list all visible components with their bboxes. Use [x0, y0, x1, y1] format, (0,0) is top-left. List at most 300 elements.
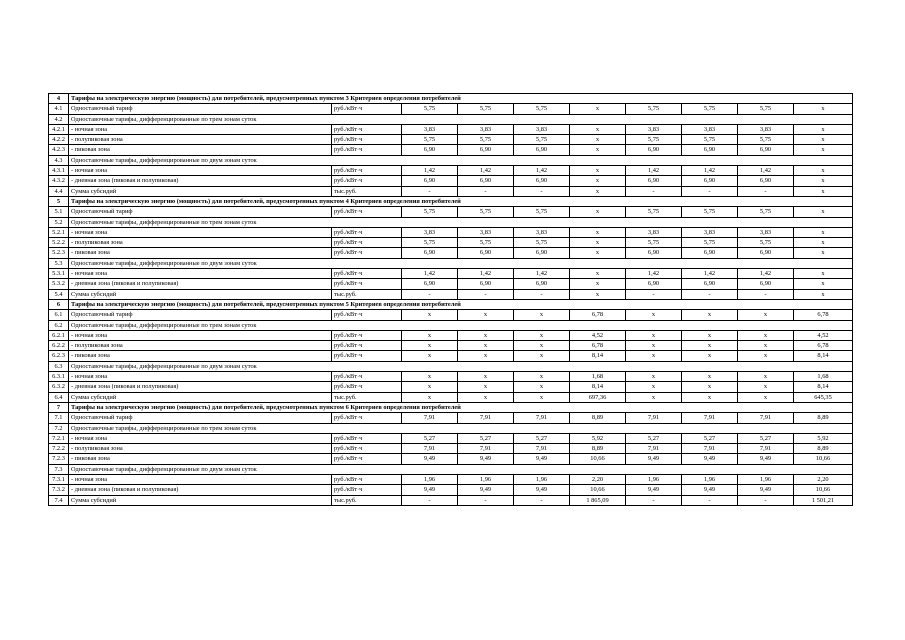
- value-cell: 1,42: [402, 269, 458, 279]
- row-unit: руб./кВт·ч: [332, 124, 402, 134]
- value-cell: 8,89: [794, 444, 853, 454]
- value-cell: -: [738, 186, 794, 196]
- subsection-row: [49, 320, 853, 330]
- row-number: 7.1: [49, 413, 69, 423]
- value-cell: 6,90: [514, 176, 570, 186]
- value-cell: 7,91: [514, 444, 570, 454]
- row-unit: руб./кВт·ч: [332, 227, 402, 237]
- value-cell: x: [626, 330, 682, 340]
- value-cell: x: [626, 341, 682, 351]
- value-cell: 1,68: [794, 372, 853, 382]
- value-cell: x: [738, 382, 794, 392]
- section-title: Тарифы на электрическую энергию (мощность) для потребителей, предусмотренных пунктом 5 Критериев определения потребителей: [69, 299, 853, 309]
- value-cell: 5,75: [514, 135, 570, 145]
- row-number: 6.2.1: [49, 330, 69, 340]
- table-row: [49, 351, 853, 361]
- value-cell: 5,75: [626, 104, 682, 114]
- value-cell: 2,20: [570, 474, 626, 484]
- row-name: - ночная зона: [69, 124, 332, 134]
- value-cell: 3,83: [514, 227, 570, 237]
- row-unit: тыс.руб.: [332, 186, 402, 196]
- value-cell: -: [458, 495, 514, 505]
- row-name: - полупиковая зона: [69, 135, 332, 145]
- row-unit: руб./кВт·ч: [332, 444, 402, 454]
- subsection-title: Одноставочные тарифы, дифференцированные по двум зонам суток: [69, 258, 853, 268]
- value-cell: 5,75: [458, 135, 514, 145]
- value-cell: 4,52: [794, 330, 853, 340]
- row-unit: руб./кВт·ч: [332, 104, 402, 114]
- row-number: 5.4: [49, 289, 69, 299]
- value-cell: x: [794, 145, 853, 155]
- value-cell: 5,75: [402, 207, 458, 217]
- row-number: 7.2: [49, 423, 69, 433]
- section-title: Тарифы на электрическую энергию (мощность) для потребителей, предусмотренных пунктом 4 Критериев определения потребителей: [69, 196, 853, 206]
- table-row: [49, 269, 853, 279]
- table-row: [49, 454, 853, 464]
- value-cell: 7,91: [458, 444, 514, 454]
- value-cell: 6,90: [682, 145, 738, 155]
- value-cell: 5,75: [738, 207, 794, 217]
- subsection-title: Одноставочные тарифы, дифференцированные по трем зонам суток: [69, 423, 853, 433]
- value-cell: 3,83: [402, 227, 458, 237]
- value-cell: 10,66: [570, 454, 626, 464]
- value-cell: -: [682, 186, 738, 196]
- value-cell: 5,75: [458, 104, 514, 114]
- table-row: [49, 372, 853, 382]
- row-number: 5.2.2: [49, 238, 69, 248]
- value-cell: 6,90: [514, 145, 570, 155]
- value-cell: 6,90: [514, 248, 570, 258]
- value-cell: 9,49: [514, 485, 570, 495]
- value-cell: 6,90: [682, 279, 738, 289]
- table-row: [49, 433, 853, 443]
- value-cell: 3,83: [626, 124, 682, 134]
- row-unit: руб./кВт·ч: [332, 279, 402, 289]
- value-cell: 7,91: [514, 413, 570, 423]
- value-cell: 1,96: [738, 474, 794, 484]
- subsection-row: [49, 361, 853, 371]
- value-cell: 7,91: [738, 444, 794, 454]
- row-unit: руб./кВт·ч: [332, 166, 402, 176]
- value-cell: -: [402, 495, 458, 505]
- value-cell: x: [570, 238, 626, 248]
- row-name: - полупиковая зона: [69, 341, 332, 351]
- value-cell: 6,90: [626, 145, 682, 155]
- table-row: [49, 485, 853, 495]
- row-number: 7.2.3: [49, 454, 69, 464]
- section-title: Тарифы на электрическую энергию (мощность) для потребителей, предусмотренных пунктом 3 Критериев определения потребителей: [69, 94, 853, 104]
- value-cell: 3,83: [514, 124, 570, 134]
- value-cell: 6,90: [738, 279, 794, 289]
- tariff-document-page: [48, 93, 852, 506]
- value-cell: 3,83: [738, 227, 794, 237]
- section-header-row: [49, 402, 853, 412]
- value-cell: 1,42: [682, 166, 738, 176]
- row-unit: тыс.руб.: [332, 289, 402, 299]
- value-cell: 6,78: [570, 341, 626, 351]
- value-cell: x: [794, 227, 853, 237]
- value-cell: 8,89: [570, 444, 626, 454]
- value-cell: x: [626, 382, 682, 392]
- value-cell: 1,42: [738, 166, 794, 176]
- subsection-row: [49, 155, 853, 165]
- value-cell: 1,42: [514, 269, 570, 279]
- row-number: 7.3: [49, 464, 69, 474]
- row-name: - дневная зона (пиковая и полупиковая): [69, 279, 332, 289]
- value-cell: x: [738, 341, 794, 351]
- value-cell: x: [402, 330, 458, 340]
- row-name: Одноставочный тариф: [69, 207, 332, 217]
- value-cell: 5,92: [570, 433, 626, 443]
- row-name: - ночная зона: [69, 227, 332, 237]
- row-number: 4.2: [49, 114, 69, 124]
- row-name: - ночная зона: [69, 269, 332, 279]
- value-cell: 9,49: [626, 485, 682, 495]
- value-cell: x: [514, 372, 570, 382]
- value-cell: x: [402, 310, 458, 320]
- value-cell: x: [570, 145, 626, 155]
- subsection-title: Одноставочные тарифы, дифференцированные по трем зонам суток: [69, 114, 853, 124]
- row-unit: руб./кВт·ч: [332, 474, 402, 484]
- table-row: [49, 330, 853, 340]
- value-cell: 5,27: [458, 433, 514, 443]
- value-cell: x: [570, 207, 626, 217]
- value-cell: 645,35: [794, 392, 853, 402]
- value-cell: 5,75: [682, 238, 738, 248]
- row-unit: тыс.руб.: [332, 495, 402, 505]
- value-cell: x: [402, 372, 458, 382]
- row-number: 5.2: [49, 217, 69, 227]
- value-cell: x: [794, 289, 853, 299]
- row-number: 4.4: [49, 186, 69, 196]
- row-number: 6.3: [49, 361, 69, 371]
- value-cell: 7,91: [626, 413, 682, 423]
- value-cell: x: [402, 392, 458, 402]
- value-cell: -: [626, 186, 682, 196]
- row-number: 6.2.2: [49, 341, 69, 351]
- value-cell: x: [794, 104, 853, 114]
- row-unit: руб./кВт·ч: [332, 135, 402, 145]
- value-cell: x: [458, 351, 514, 361]
- value-cell: -: [402, 186, 458, 196]
- row-unit: руб./кВт·ч: [332, 341, 402, 351]
- row-name: - дневная зона (пиковая и полупиковая): [69, 176, 332, 186]
- value-cell: -: [626, 289, 682, 299]
- value-cell: 6,90: [626, 248, 682, 258]
- value-cell: 9,49: [514, 454, 570, 464]
- table-row: [49, 124, 853, 134]
- value-cell: x: [458, 392, 514, 402]
- value-cell: 1,68: [570, 372, 626, 382]
- value-cell: -: [514, 289, 570, 299]
- value-cell: 6,78: [794, 341, 853, 351]
- table-row: [49, 135, 853, 145]
- table-row: [49, 145, 853, 155]
- value-cell: 5,75: [738, 104, 794, 114]
- table-row: [49, 310, 853, 320]
- value-cell: 5,75: [458, 238, 514, 248]
- value-cell: 6,90: [626, 176, 682, 186]
- value-cell: -: [682, 289, 738, 299]
- value-cell: x: [402, 351, 458, 361]
- row-number: 4.1: [49, 104, 69, 114]
- value-cell: x: [458, 372, 514, 382]
- row-number: 6.2.3: [49, 351, 69, 361]
- row-name: - дневная зона (пиковая и полупиковая): [69, 485, 332, 495]
- value-cell: x: [738, 372, 794, 382]
- value-cell: x: [794, 135, 853, 145]
- value-cell: x: [794, 124, 853, 134]
- value-cell: 1,42: [738, 269, 794, 279]
- value-cell: 5,75: [514, 104, 570, 114]
- value-cell: 7,91: [682, 444, 738, 454]
- value-cell: 5,75: [626, 135, 682, 145]
- value-cell: 7,91: [458, 413, 514, 423]
- row-unit: руб./кВт·ч: [332, 145, 402, 155]
- value-cell: x: [570, 104, 626, 114]
- subsection-title: Одноставочные тарифы, дифференцированные по трем зонам суток: [69, 320, 853, 330]
- row-name: - ночная зона: [69, 433, 332, 443]
- value-cell: 1,96: [514, 474, 570, 484]
- value-cell: 6,90: [682, 248, 738, 258]
- row-number: 6.4: [49, 392, 69, 402]
- value-cell: x: [682, 351, 738, 361]
- value-cell: x: [794, 279, 853, 289]
- table-row: [49, 413, 853, 423]
- row-number: 5.3.1: [49, 269, 69, 279]
- value-cell: 4,52: [570, 330, 626, 340]
- value-cell: x: [514, 351, 570, 361]
- value-cell: 5,92: [794, 433, 853, 443]
- value-cell: -: [626, 495, 682, 505]
- row-name: - пиковая зона: [69, 351, 332, 361]
- row-unit: тыс.руб.: [332, 392, 402, 402]
- section-number: 7: [49, 402, 69, 412]
- value-cell: 1 865,09: [570, 495, 626, 505]
- value-cell: 10,66: [794, 485, 853, 495]
- value-cell: 9,49: [402, 454, 458, 464]
- value-cell: x: [514, 392, 570, 402]
- table-row: [49, 166, 853, 176]
- table-row: [49, 176, 853, 186]
- value-cell: 9,49: [458, 485, 514, 495]
- row-name: - ночная зона: [69, 372, 332, 382]
- row-name: Сумма субсидий: [69, 289, 332, 299]
- table-row: [49, 382, 853, 392]
- value-cell: 8,89: [794, 413, 853, 423]
- value-cell: x: [570, 176, 626, 186]
- row-name: - полупиковая зона: [69, 238, 332, 248]
- value-cell: x: [794, 186, 853, 196]
- value-cell: 5,27: [682, 433, 738, 443]
- row-unit: руб./кВт·ч: [332, 454, 402, 464]
- section-title: Тарифы на электрическую энергию (мощность) для потребителей, предусмотренных пунктом 6 Критериев определения потребителей: [69, 402, 853, 412]
- value-cell: 1 501,21: [794, 495, 853, 505]
- value-cell: 697,36: [570, 392, 626, 402]
- value-cell: 6,90: [458, 279, 514, 289]
- value-cell: 5,75: [626, 207, 682, 217]
- value-cell: 6,90: [458, 145, 514, 155]
- value-cell: 1,42: [626, 166, 682, 176]
- value-cell: x: [738, 330, 794, 340]
- row-number: 4.2.3: [49, 145, 69, 155]
- row-name: - полупиковая зона: [69, 444, 332, 454]
- value-cell: 5,75: [682, 135, 738, 145]
- value-cell: 6,90: [682, 176, 738, 186]
- value-cell: x: [794, 176, 853, 186]
- value-cell: 6,90: [514, 279, 570, 289]
- value-cell: x: [514, 341, 570, 351]
- value-cell: 3,83: [682, 124, 738, 134]
- value-cell: x: [458, 382, 514, 392]
- value-cell: x: [570, 135, 626, 145]
- value-cell: 1,96: [682, 474, 738, 484]
- value-cell: x: [682, 392, 738, 402]
- value-cell: x: [626, 310, 682, 320]
- row-number: 6.2: [49, 320, 69, 330]
- value-cell: x: [794, 166, 853, 176]
- row-number: 5.2.1: [49, 227, 69, 237]
- row-unit: руб./кВт·ч: [332, 330, 402, 340]
- value-cell: 5,75: [514, 207, 570, 217]
- value-cell: x: [514, 382, 570, 392]
- row-name: - ночная зона: [69, 474, 332, 484]
- subsection-title: Одноставочные тарифы, дифференцированные по двум зонам суток: [69, 361, 853, 371]
- value-cell: 6,90: [402, 279, 458, 289]
- section-header-row: [49, 299, 853, 309]
- value-cell: 9,49: [458, 454, 514, 464]
- value-cell: x: [402, 341, 458, 351]
- value-cell: 5,75: [738, 238, 794, 248]
- value-cell: 9,49: [682, 454, 738, 464]
- value-cell: 5,75: [682, 104, 738, 114]
- table-row: [49, 444, 853, 454]
- value-cell: x: [794, 207, 853, 217]
- row-number: 7.2.2: [49, 444, 69, 454]
- row-name: Одноставочный тариф: [69, 413, 332, 423]
- value-cell: 6,90: [458, 248, 514, 258]
- value-cell: x: [570, 124, 626, 134]
- row-name: - пиковая зона: [69, 248, 332, 258]
- subsection-title: Одноставочные тарифы, дифференцированные по двум зонам суток: [69, 464, 853, 474]
- row-unit: руб./кВт·ч: [332, 238, 402, 248]
- value-cell: x: [402, 382, 458, 392]
- tariff-table: [48, 93, 853, 506]
- value-cell: x: [570, 186, 626, 196]
- row-name: - ночная зона: [69, 166, 332, 176]
- row-name: Одноставочный тариф: [69, 310, 332, 320]
- value-cell: x: [794, 248, 853, 258]
- value-cell: x: [458, 341, 514, 351]
- value-cell: -: [458, 289, 514, 299]
- table-row: [49, 495, 853, 505]
- value-cell: 1,96: [626, 474, 682, 484]
- value-cell: 9,49: [738, 454, 794, 464]
- subsection-row: [49, 258, 853, 268]
- value-cell: 5,75: [738, 135, 794, 145]
- value-cell: x: [794, 269, 853, 279]
- value-cell: 1,42: [626, 269, 682, 279]
- value-cell: x: [682, 310, 738, 320]
- row-unit: руб./кВт·ч: [332, 269, 402, 279]
- row-unit: руб./кВт·ч: [332, 485, 402, 495]
- subsection-row: [49, 423, 853, 433]
- row-name: Одноставочный тариф: [69, 104, 332, 114]
- value-cell: 6,90: [738, 176, 794, 186]
- value-cell: x: [682, 330, 738, 340]
- value-cell: 10,66: [794, 454, 853, 464]
- row-name: Сумма субсидий: [69, 495, 332, 505]
- value-cell: x: [570, 248, 626, 258]
- value-cell: 6,90: [626, 279, 682, 289]
- table-row: [49, 227, 853, 237]
- table-row: [49, 207, 853, 217]
- value-cell: 1,42: [514, 166, 570, 176]
- value-cell: 3,83: [738, 124, 794, 134]
- table-row: [49, 104, 853, 114]
- row-number: 5.3: [49, 258, 69, 268]
- row-name: - ночная зона: [69, 330, 332, 340]
- value-cell: x: [514, 330, 570, 340]
- value-cell: x: [570, 227, 626, 237]
- row-name: - пиковая зона: [69, 454, 332, 464]
- section-number: 6: [49, 299, 69, 309]
- value-cell: -: [738, 495, 794, 505]
- value-cell: 3,83: [626, 227, 682, 237]
- value-cell: 9,49: [738, 485, 794, 495]
- table-row: [49, 279, 853, 289]
- value-cell: x: [682, 372, 738, 382]
- value-cell: 5,75: [682, 207, 738, 217]
- row-number: 6.3.2: [49, 382, 69, 392]
- table-row: [49, 248, 853, 258]
- subsection-row: [49, 217, 853, 227]
- value-cell: 5,75: [626, 238, 682, 248]
- row-number: 5.1: [49, 207, 69, 217]
- value-cell: -: [738, 289, 794, 299]
- subsection-title: Одноставочные тарифы, дифференцированные по двум зонам суток: [69, 155, 853, 165]
- row-unit: руб./кВт·ч: [332, 176, 402, 186]
- value-cell: x: [458, 330, 514, 340]
- row-unit: руб./кВт·ч: [332, 310, 402, 320]
- value-cell: 10,66: [570, 485, 626, 495]
- value-cell: x: [570, 289, 626, 299]
- section-header-row: [49, 196, 853, 206]
- table-row: [49, 341, 853, 351]
- table-row: [49, 238, 853, 248]
- value-cell: x: [626, 351, 682, 361]
- section-header-row: [49, 94, 853, 104]
- value-cell: 5,75: [402, 104, 458, 114]
- row-number: 6.1: [49, 310, 69, 320]
- row-name: Сумма субсидий: [69, 392, 332, 402]
- row-unit: руб./кВт·ч: [332, 248, 402, 258]
- value-cell: 8,14: [570, 382, 626, 392]
- value-cell: 7,91: [682, 413, 738, 423]
- value-cell: 5,75: [514, 238, 570, 248]
- row-number: 4.3: [49, 155, 69, 165]
- row-number: 6.3.1: [49, 372, 69, 382]
- value-cell: 7,91: [402, 444, 458, 454]
- row-name: Сумма субсидий: [69, 186, 332, 196]
- row-unit: руб./кВт·ч: [332, 207, 402, 217]
- value-cell: 3,83: [682, 227, 738, 237]
- value-cell: 8,89: [570, 413, 626, 423]
- value-cell: 5,75: [458, 207, 514, 217]
- value-cell: x: [626, 392, 682, 402]
- value-cell: 6,90: [402, 145, 458, 155]
- value-cell: 2,20: [794, 474, 853, 484]
